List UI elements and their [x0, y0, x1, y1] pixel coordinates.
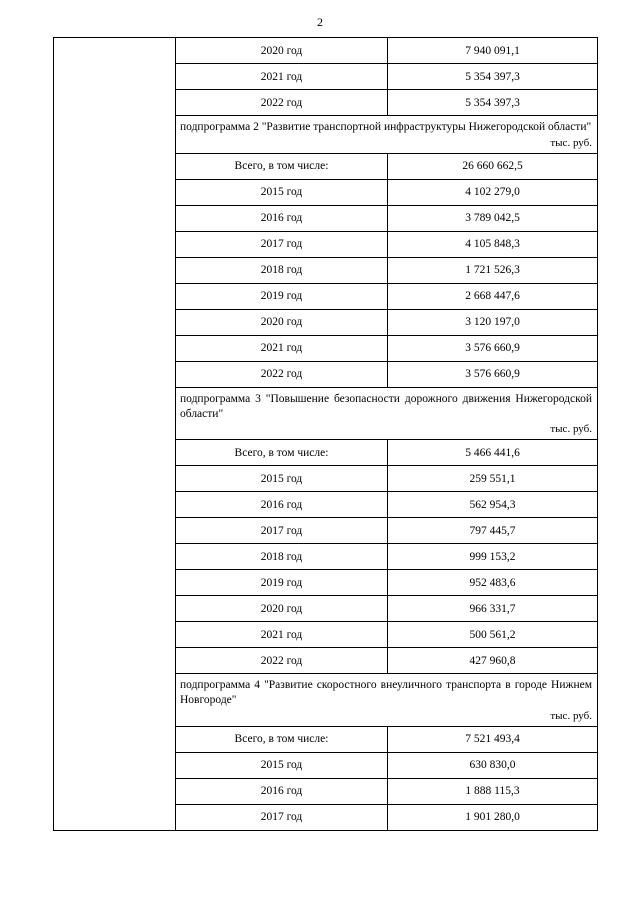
- year-cell: 2018 год: [176, 544, 388, 570]
- value-cell: 427 960,8: [388, 648, 598, 674]
- year-cell: 2021 год: [176, 335, 388, 361]
- year-cell: 2017 год: [176, 518, 388, 544]
- unit-label: тыс. руб.: [550, 709, 592, 722]
- page-number: 2: [317, 15, 323, 29]
- value-cell: 3 576 660,9: [388, 361, 598, 387]
- subprogram-title: подпрограмма 2 "Развитие транспортной инфраструктуры Нижегородской области": [180, 121, 592, 133]
- value-cell: 999 153,2: [388, 544, 598, 570]
- unit-label: тыс. руб.: [550, 423, 592, 436]
- year-cell: 2020 год: [176, 38, 388, 64]
- value-cell: 562 954,3: [388, 492, 598, 518]
- value-cell: 3 120 197,0: [388, 309, 598, 335]
- year-cell: 2020 год: [176, 596, 388, 622]
- year-cell: 2022 год: [176, 90, 388, 116]
- total-label-cell: Всего, в том числе:: [176, 726, 388, 752]
- value-cell: 3 576 660,9: [388, 335, 598, 361]
- total-value-cell: 5 466 441,6: [388, 440, 598, 466]
- year-cell: 2017 год: [176, 231, 388, 257]
- value-cell: 952 483,6: [388, 570, 598, 596]
- value-cell: 4 105 848,3: [388, 231, 598, 257]
- year-cell: 2016 год: [176, 778, 388, 804]
- year-cell: 2015 год: [176, 179, 388, 205]
- subprogram-title: подпрограмма 4 "Развитие скоростного внеуличного транспорта в городе Нижнем Новгороде": [180, 679, 592, 707]
- value-cell: 4 102 279,0: [388, 179, 598, 205]
- total-label-cell: Всего, в том числе:: [176, 153, 388, 179]
- year-cell: 2022 год: [176, 361, 388, 387]
- year-cell: 2021 год: [176, 64, 388, 90]
- year-cell: 2015 год: [176, 752, 388, 778]
- value-cell: 797 445,7: [388, 518, 598, 544]
- value-cell: 630 830,0: [388, 752, 598, 778]
- year-cell: 2019 год: [176, 570, 388, 596]
- value-cell: 7 940 091,1: [388, 38, 598, 64]
- unit-label: тыс. руб.: [550, 136, 592, 149]
- subprogram-title: подпрограмма 3 "Повышение безопасности дорожного движения Нижегородской области": [180, 392, 592, 420]
- total-label-cell: Всего, в том числе:: [176, 440, 388, 466]
- subprogram-header: [176, 387, 598, 440]
- value-cell: 1 888 115,3: [388, 778, 598, 804]
- total-value-cell: 7 521 493,4: [388, 726, 598, 752]
- year-cell: 2021 год: [176, 622, 388, 648]
- subprogram-header: [176, 674, 598, 727]
- year-cell: 2015 год: [176, 466, 388, 492]
- year-cell: 2020 год: [176, 309, 388, 335]
- value-cell: 500 561,2: [388, 622, 598, 648]
- value-cell: 1 901 280,0: [388, 804, 598, 830]
- year-cell: 2016 год: [176, 492, 388, 518]
- table-row: [54, 38, 598, 64]
- value-cell: 5 354 397,3: [388, 90, 598, 116]
- subprogram-header: [176, 116, 598, 154]
- value-cell: 3 789 042,5: [388, 205, 598, 231]
- left-column-cell: [54, 38, 176, 831]
- total-value-cell: 26 660 662,5: [388, 153, 598, 179]
- year-cell: 2022 год: [176, 648, 388, 674]
- value-cell: 966 331,7: [388, 596, 598, 622]
- year-cell: 2016 год: [176, 205, 388, 231]
- year-cell: 2017 год: [176, 804, 388, 830]
- value-cell: 259 551,1: [388, 466, 598, 492]
- year-cell: 2018 год: [176, 257, 388, 283]
- value-cell: 2 668 447,6: [388, 283, 598, 309]
- value-cell: 5 354 397,3: [388, 64, 598, 90]
- year-cell: 2019 год: [176, 283, 388, 309]
- value-cell: 1 721 526,3: [388, 257, 598, 283]
- funding-table: [53, 37, 598, 831]
